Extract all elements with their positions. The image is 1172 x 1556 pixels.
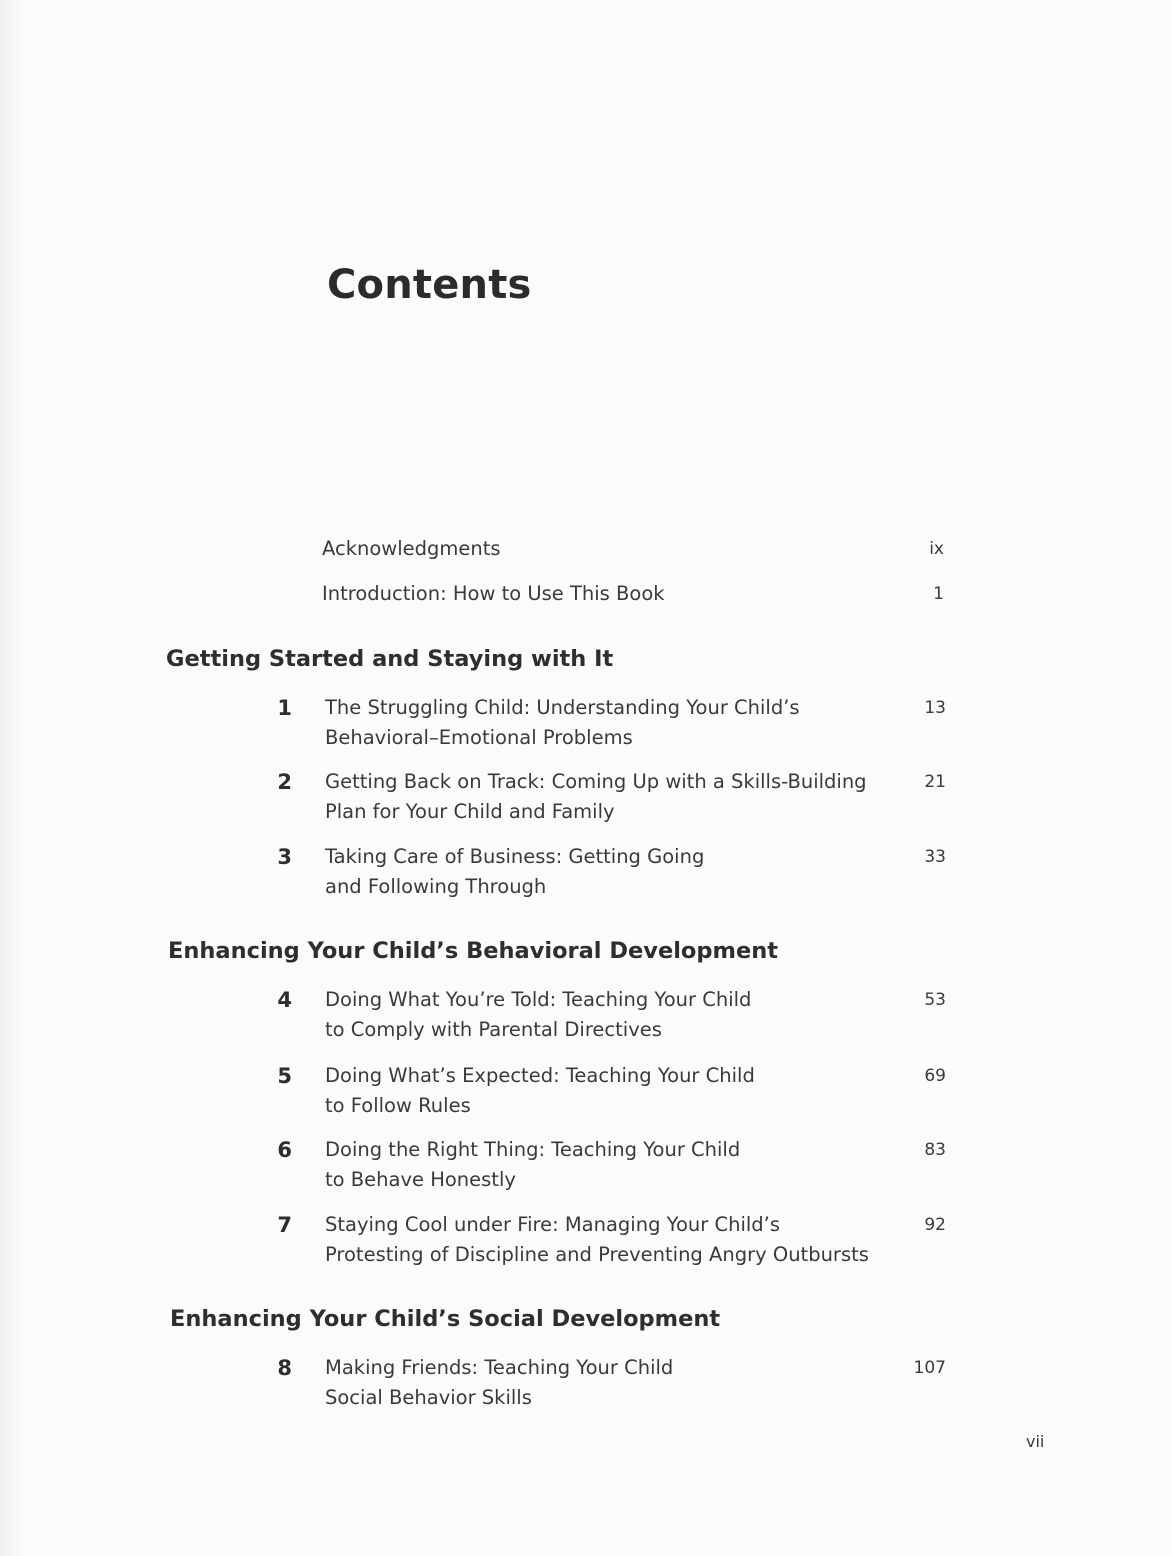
- chapter-title-line: Doing What’s Expected: Teaching Your Child: [325, 1064, 755, 1087]
- section-heading-getting-started: Getting Started and Staying with It: [166, 646, 614, 672]
- chapter-title-line: to Behave Honestly: [325, 1168, 516, 1191]
- toc-chapter-4[interactable]: [270, 985, 946, 1045]
- section-heading-behavioral-development: Enhancing Your Child’s Behavioral Development: [168, 938, 778, 964]
- toc-entry-label: Introduction: How to Use This Book: [322, 582, 665, 605]
- toc-entry-introduction[interactable]: [322, 579, 944, 609]
- toc-entry-acknowledgments[interactable]: [322, 534, 944, 564]
- chapter-number: 5: [277, 1064, 292, 1088]
- toc-chapter-2[interactable]: [270, 767, 946, 827]
- chapter-title-line: Taking Care of Business: Getting Going: [325, 845, 705, 868]
- chapter-title-line: to Follow Rules: [325, 1094, 471, 1117]
- chapter-title: [325, 693, 885, 753]
- chapter-title: [325, 1353, 885, 1413]
- section-heading-social-development: Enhancing Your Child’s Social Development: [170, 1306, 721, 1332]
- chapter-title: [325, 1210, 885, 1270]
- chapter-title-line: Protesting of Discipline and Preventing Angry Outbursts: [325, 1243, 869, 1266]
- chapter-title-line: Staying Cool under Fire: Managing Your Child’s: [325, 1213, 781, 1236]
- chapter-title: [325, 1135, 885, 1195]
- toc-chapter-7[interactable]: [270, 1210, 946, 1270]
- chapter-title: [325, 1061, 885, 1121]
- chapter-number: 1: [277, 696, 292, 720]
- toc-page-number: 21: [924, 772, 946, 792]
- page-title: Contents: [327, 262, 532, 308]
- toc-page-number: 92: [924, 1215, 946, 1235]
- toc-chapter-6[interactable]: [270, 1135, 946, 1195]
- chapter-title-line: Behavioral–Emotional Problems: [325, 726, 633, 749]
- toc-chapter-8[interactable]: [270, 1353, 946, 1413]
- chapter-title-line: The Struggling Child: Understanding Your Child’s: [325, 696, 800, 719]
- chapter-title-line: to Comply with Parental Directives: [325, 1018, 662, 1041]
- toc-page-number: 13: [924, 698, 946, 718]
- chapter-number: 7: [277, 1213, 292, 1237]
- page-folio: vii: [1026, 1432, 1045, 1451]
- toc-entry-label: Acknowledgments: [322, 537, 501, 560]
- chapter-title-line: Social Behavior Skills: [325, 1386, 532, 1409]
- chapter-title-line: Plan for Your Child and Family: [325, 800, 615, 823]
- chapter-number: 4: [277, 988, 292, 1012]
- toc-chapter-3[interactable]: [270, 842, 946, 902]
- chapter-title-line: Getting Back on Track: Coming Up with a Skills-Building: [325, 770, 867, 793]
- chapter-number: 3: [277, 845, 292, 869]
- chapter-title: [325, 767, 885, 827]
- toc-page-number: 1: [933, 584, 944, 604]
- chapter-title-line: Making Friends: Teaching Your Child: [325, 1356, 674, 1379]
- chapter-number: 2: [277, 770, 292, 794]
- toc-page-number: 107: [913, 1358, 946, 1378]
- toc-page-number: 83: [924, 1140, 946, 1160]
- toc-page-number: 53: [924, 990, 946, 1010]
- chapter-title: [325, 842, 885, 902]
- chapter-title: [325, 985, 885, 1045]
- toc-page-number: 33: [924, 847, 946, 867]
- chapter-title-line: and Following Through: [325, 875, 547, 898]
- toc-chapter-1[interactable]: [270, 693, 946, 753]
- toc-page-number: ix: [929, 539, 944, 559]
- toc-page-number: 69: [924, 1066, 946, 1086]
- chapter-title-line: Doing the Right Thing: Teaching Your Child: [325, 1138, 741, 1161]
- toc-chapter-5[interactable]: [270, 1061, 946, 1121]
- chapter-number: 8: [277, 1356, 292, 1380]
- chapter-number: 6: [277, 1138, 292, 1162]
- chapter-title-line: Doing What You’re Told: Teaching Your Child: [325, 988, 752, 1011]
